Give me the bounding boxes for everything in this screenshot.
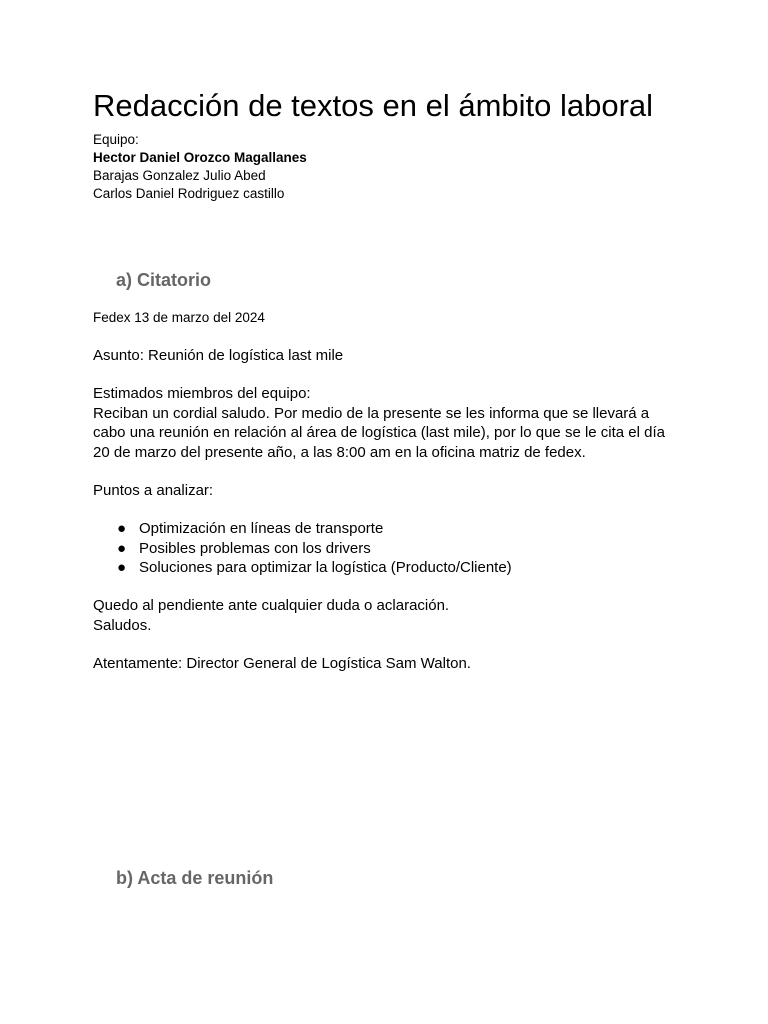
team-member: Barajas Gonzalez Julio Abed xyxy=(93,168,266,183)
bullet-icon: ● xyxy=(117,520,127,537)
section-heading-acta: b) Acta de reunión xyxy=(116,868,274,888)
document-title: Redacción de textos en el ámbito laboral xyxy=(93,88,654,123)
body-paragraph: Reciban un cordial saludo. Por medio de la presente se les informa que se llevará a cabo una reunión en relación al área de logística (last mile), por lo que se le cita el día 20 de marzo del presente año, a las 8:00 am en la oficina matriz de fedex. xyxy=(93,404,665,461)
team-block xyxy=(93,131,683,203)
points-label: Puntos a analizar: xyxy=(93,482,214,499)
list-item-text: Optimización en líneas de transporte xyxy=(139,520,384,537)
team-member: Carlos Daniel Rodriguez castillo xyxy=(93,186,285,201)
bullet-icon: ● xyxy=(117,559,127,576)
points-list xyxy=(93,519,512,578)
list-item-text: Soluciones para optimizar la logística (Producto/Cliente) xyxy=(139,559,512,576)
list-item xyxy=(93,519,512,539)
list-item xyxy=(93,539,512,559)
signature-line: Atentamente: Director General de Logística Sam Walton. xyxy=(93,655,471,672)
section-heading-citatorio: a) Citatorio xyxy=(116,270,212,290)
team-label: Equipo: xyxy=(93,132,139,147)
bullet-icon: ● xyxy=(117,539,127,557)
closing-line: Saludos. xyxy=(93,616,152,634)
list-item xyxy=(93,558,512,578)
date-line: Fedex 13 de marzo del 2024 xyxy=(93,310,265,325)
subject-line: Asunto: Reunión de logística last mile xyxy=(93,347,344,364)
closing-block xyxy=(93,596,449,635)
document-page xyxy=(93,88,683,888)
team-member: Hector Daniel Orozco Magallanes xyxy=(93,150,307,165)
list-item-text: Posibles problemas con los drivers xyxy=(139,539,371,557)
letter-body xyxy=(93,384,683,462)
greeting: Estimados miembros del equipo: xyxy=(93,385,311,402)
closing-line: Quedo al pendiente ante cualquier duda o aclaración. xyxy=(93,597,450,614)
